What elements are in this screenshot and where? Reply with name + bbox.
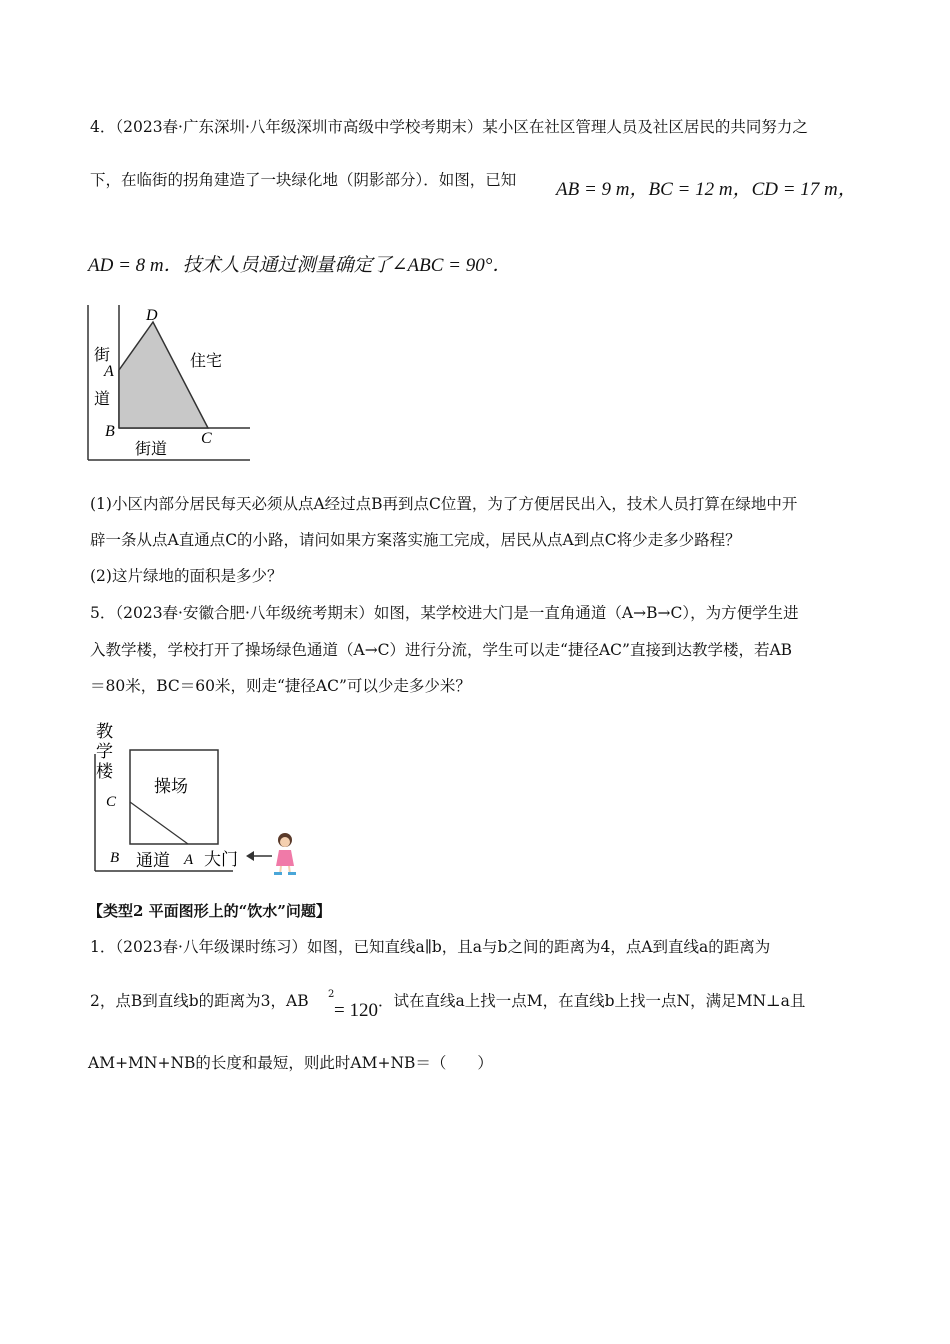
section-title: 【类型2 平面图形上的“饮水”问题】 [88, 902, 331, 920]
student-icon [274, 833, 296, 875]
q1-line3: AM+MN+NB的长度和最短，则此时AM+NB＝（ ） [88, 1054, 493, 1072]
q4-line1: 4．（2023春·广东深圳·八年级深圳市高级中学校考期末）某小区在社区管理人员及社区居民的共同努力之 [90, 118, 808, 136]
q1-line1: 1．（2023春·八年级课时练习）如图，已知直线a∥b，且a与b之间的距离为4，点A到直线a的距离为 [90, 938, 771, 956]
green-area-shaded [119, 322, 208, 428]
q1-sup: 2 [328, 989, 335, 1000]
point-B-label: B [105, 423, 115, 440]
point-A-label: A [184, 852, 194, 868]
q4-figure [80, 300, 260, 465]
q1-line2a: 2，点B到直线b的距离为3，AB [90, 992, 309, 1010]
residence-label: 住宅 [190, 351, 223, 370]
building-char-1: 教 [96, 722, 113, 742]
q4-line2: 下，在临街的拐角建造了一块绿化地（阴影部分）．如图，已知 [90, 171, 517, 189]
path-label: 通道 [136, 851, 170, 871]
shortcut-AC-line [130, 802, 188, 844]
building-char-3: 楼 [96, 762, 113, 782]
q5-line2: 入教学楼，学校打开了操场绿色通道（A→C）进行分流，学生可以走“捷径AC”直接到达教学楼，若AB [90, 641, 793, 659]
q5-line3: ＝80米，BC＝60米，则走“捷径AC”可以少走多少米？ [90, 677, 471, 695]
street-label-vertical-1: 街 [94, 345, 111, 364]
q1-line2c: ．试在直线a上找一点M，在直线b上找一点N，满足MN⊥a且 [378, 992, 806, 1010]
q1-line2b: = 120 [334, 1000, 378, 1021]
arrow-head-icon [246, 851, 254, 861]
q4-given2: AD = 8 m．技术人员通过测量确定了∠ABC = 90°． [88, 255, 512, 276]
q4-sub1-line2: 辟一条从点A直通点C的小路，请问如果方案落实施工完成，居民从点A到点C将少走多少路程？ [90, 531, 741, 549]
q5-line1: 5．（2023春·安徽合肥·八年级统考期末）如图，某学校进大门是一直角通道（A→B→C），为方便学生进 [90, 604, 799, 622]
street-label-horizontal: 街道 [135, 439, 168, 458]
gate-label: 大门 [204, 850, 238, 870]
playground-label: 操场 [154, 777, 188, 797]
playground-rect [130, 750, 218, 844]
building-char-2: 学 [96, 742, 113, 762]
q5-figure [88, 714, 313, 879]
point-A-label: A [104, 363, 114, 380]
q4-sub1-line1: (1)小区内部分居民每天必须从点A经过点B再到点C位置，为了方便居民出入，技术人员打算在绿地中开 [90, 495, 798, 513]
point-D-label: D [146, 307, 158, 324]
street-label-vertical-2: 道 [94, 389, 111, 408]
point-B-label: B [110, 850, 120, 866]
q4-given1: AB = 9 m，BC = 12 m，CD = 17 m， [556, 179, 857, 200]
q4-sub2: (2)这片绿地的面积是多少？ [90, 567, 283, 585]
point-C-label: C [106, 794, 117, 810]
point-C-label: C [201, 430, 212, 447]
